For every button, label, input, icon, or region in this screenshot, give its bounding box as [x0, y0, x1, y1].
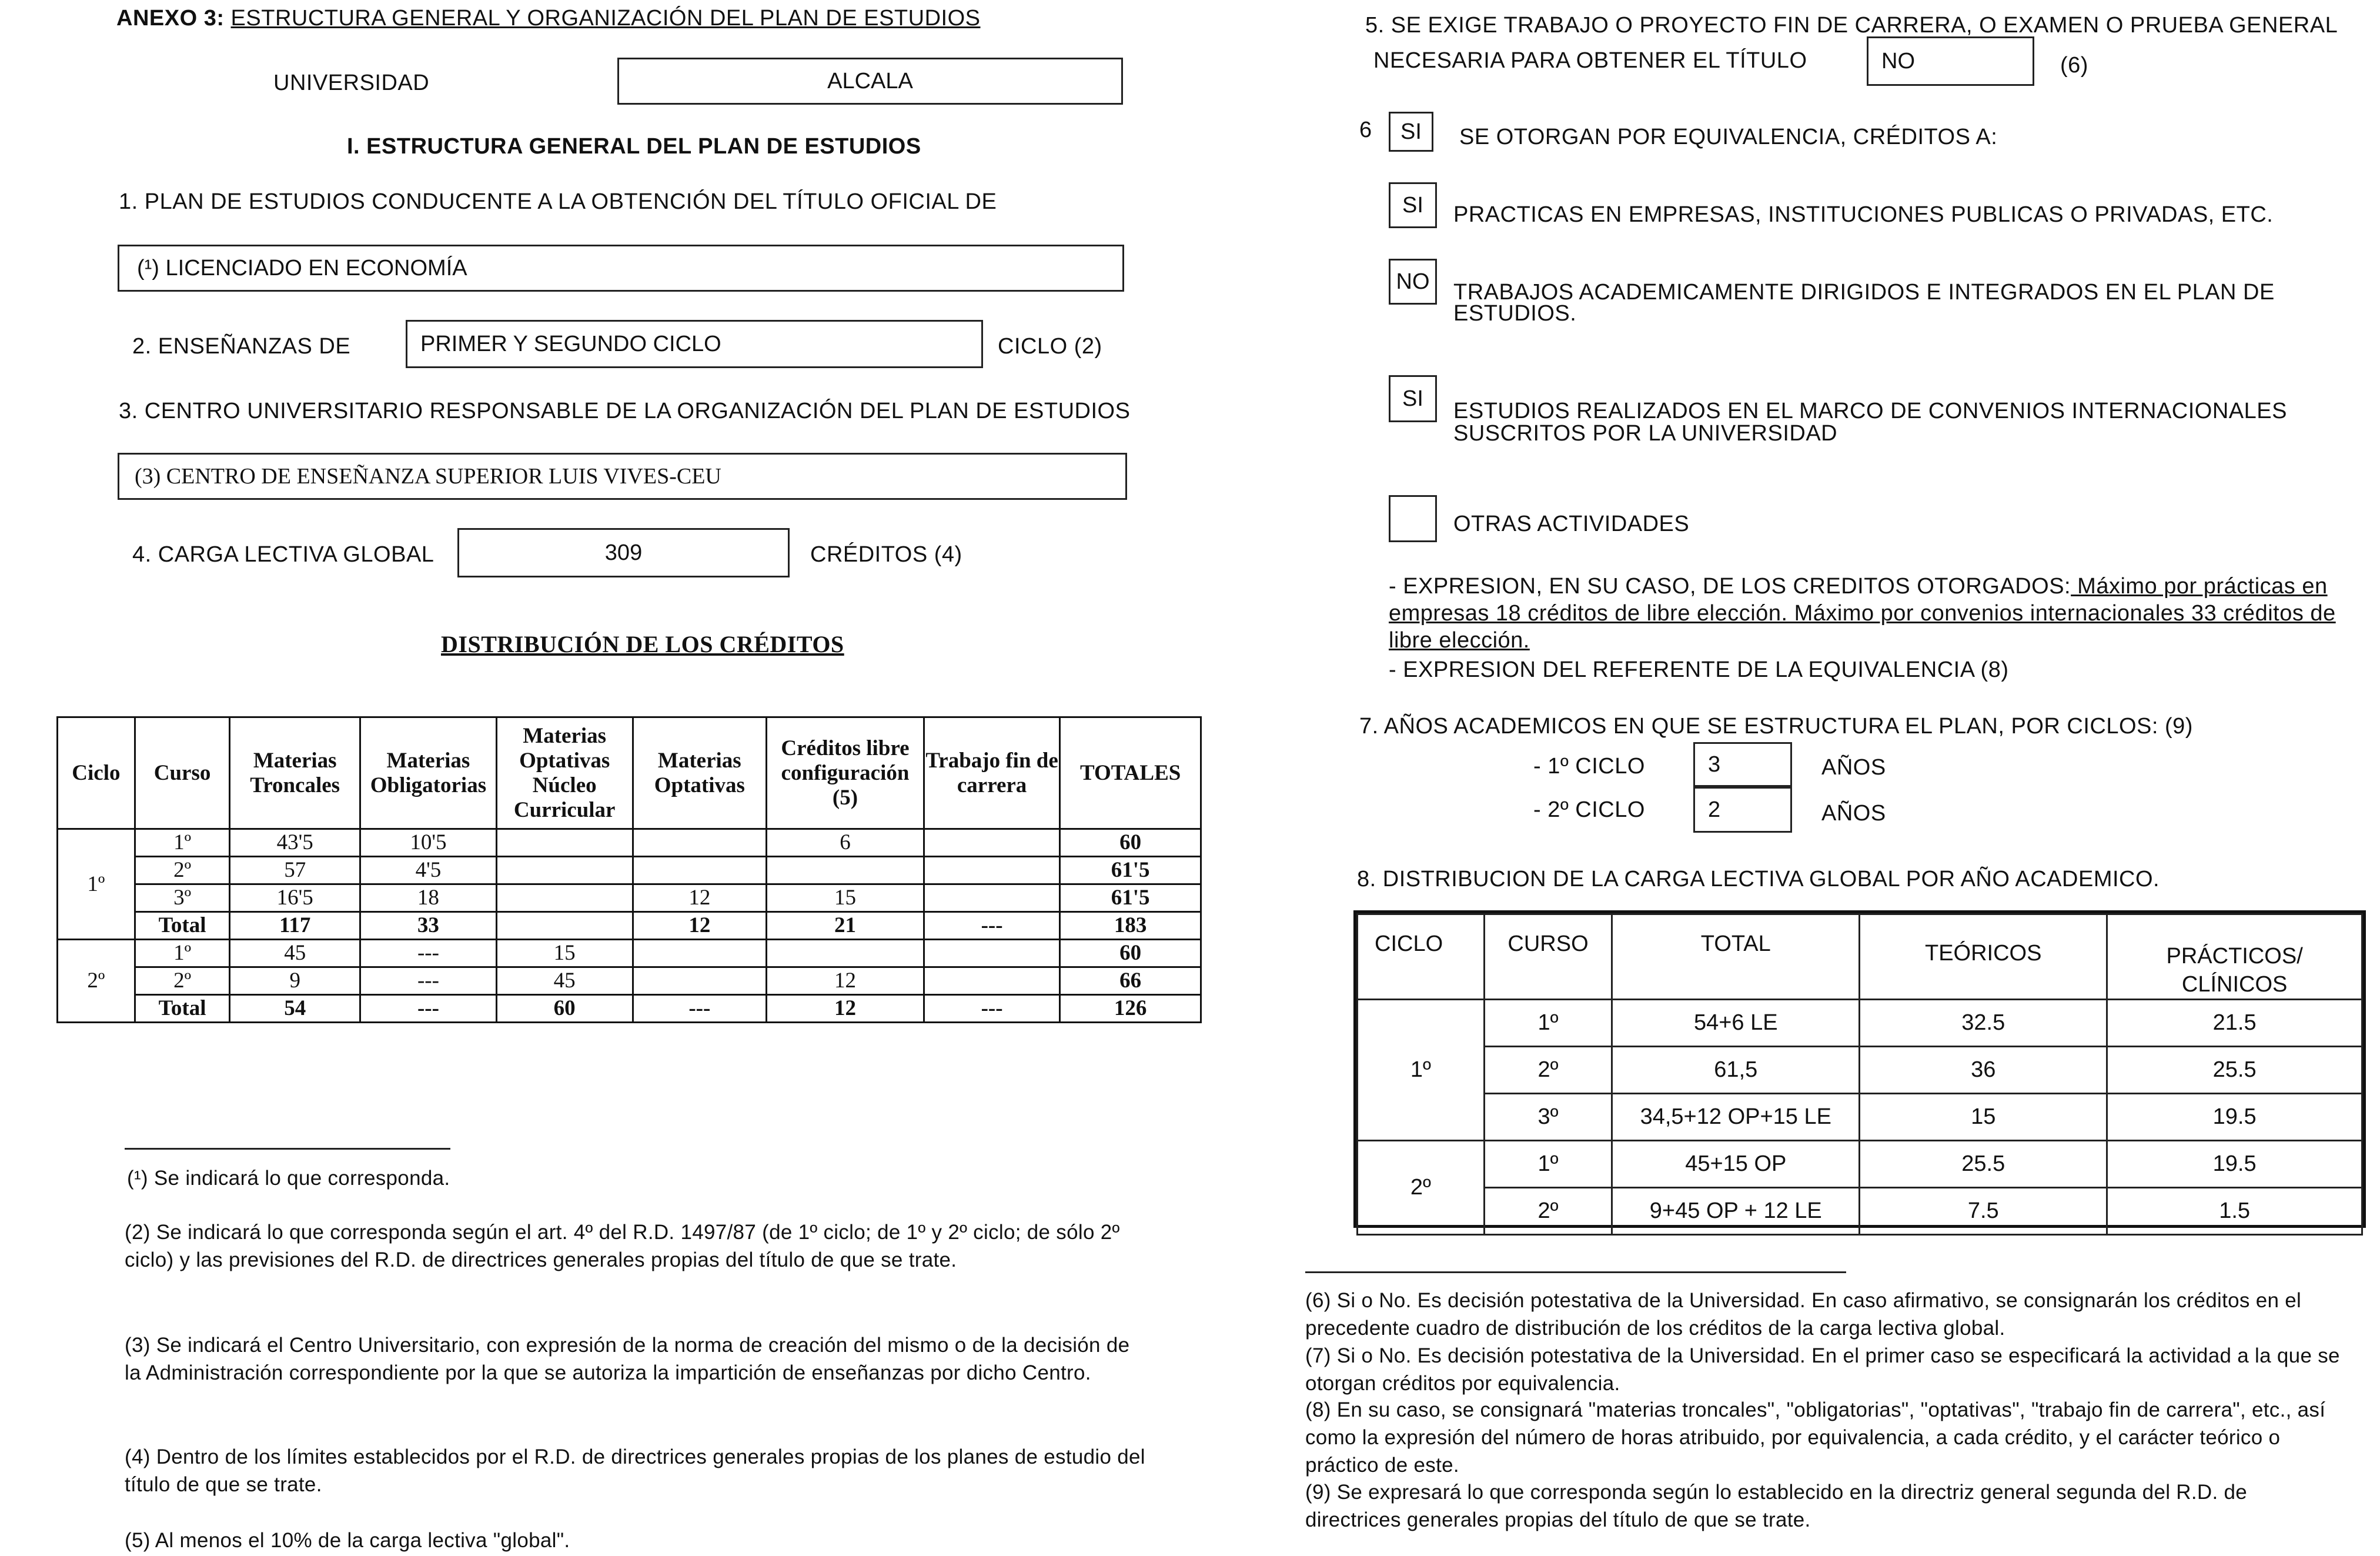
table-cell: [496, 829, 633, 857]
practicas-label: PRACTICAS EN EMPRESAS, INSTITUCIONES PUBLICAS O PRIVADAS, ETC.: [1453, 202, 2274, 227]
table-row: [58, 884, 1201, 912]
credits-distribution-table: [56, 716, 1202, 1023]
table-cell: 12: [767, 967, 924, 995]
table-cell: 60: [1060, 940, 1201, 967]
ciclo-cell: 1º: [1358, 1000, 1485, 1141]
header-ciclo: CICLO: [1358, 914, 1485, 1000]
footnote-1: (¹) Se indicará lo que corresponda.: [127, 1167, 450, 1190]
table-cell: 34,5+12 OP+15 LE: [1612, 1094, 1860, 1141]
ciclo-cell: 1º: [58, 829, 135, 940]
centro-field[interactable]: (3) CENTRO DE ENSEÑANZA SUPERIOR LUIS VIVES-CEU: [118, 453, 1127, 500]
table-cell: 60: [1060, 829, 1201, 857]
table-cell: 61,5: [1612, 1047, 1860, 1094]
table-total-row: [58, 912, 1201, 940]
item-5-line2: NECESARIA PARA OBTENER EL TÍTULO: [1373, 48, 1807, 73]
table-cell: 16'5: [230, 884, 360, 912]
expresion-line2: empresas 18 créditos de libre elección. Máximo por convenios internacionales 33 créditos de: [1389, 601, 2336, 626]
carga-lectiva-table: [1356, 913, 2363, 1236]
table-cell: 36: [1860, 1047, 2107, 1094]
table-cell: ---: [633, 995, 767, 1023]
table-cell: 1º: [1484, 1141, 1612, 1188]
header-trabajo-fin: Trabajo fin de carrera: [924, 717, 1059, 829]
item-1-label: 1. PLAN DE ESTUDIOS CONDUCENTE A LA OBTENCIÓN DEL TÍTULO OFICIAL DE: [119, 189, 997, 214]
table-cell: 60: [496, 995, 633, 1023]
titulo-field[interactable]: (¹) LICENCIADO EN ECONOMÍA: [118, 245, 1124, 292]
table-row: [58, 967, 1201, 995]
table-cell: 1º: [135, 829, 230, 857]
referente-line: - EXPRESION DEL REFERENTE DE LA EQUIVALENCIA (8): [1389, 657, 2009, 682]
ciclo-cell: 2º: [1358, 1141, 1485, 1235]
item-2-label: 2. ENSEÑANZAS DE: [132, 334, 351, 359]
universidad-label: UNIVERSIDAD: [273, 71, 430, 95]
equivalencia-checkbox[interactable]: SI: [1389, 112, 1433, 152]
table-cell: [924, 967, 1059, 995]
table-cell: 9: [230, 967, 360, 995]
table-cell: [496, 912, 633, 940]
otras-label: OTRAS ACTIVIDADES: [1453, 512, 1690, 536]
carga-lectiva-field[interactable]: 309: [457, 528, 790, 577]
trabajos-checkbox[interactable]: NO: [1389, 259, 1437, 305]
header-total: TOTAL: [1612, 914, 1860, 1000]
header-curso: CURSO: [1484, 914, 1612, 1000]
footnote-5: (5) Al menos el 10% de la carga lectiva "global".: [125, 1529, 570, 1552]
table-cell: [633, 967, 767, 995]
ciclo-cell: 2º: [58, 940, 135, 1023]
table-cell: 6: [767, 829, 924, 857]
table-cell: ---: [360, 995, 497, 1023]
item-7-label: 7. AÑOS ACADEMICOS EN QUE SE ESTRUCTURA EL PLAN, POR CICLOS: (9): [1359, 714, 2193, 739]
item-8-label: 8. DISTRIBUCION DE LA CARGA LECTIVA GLOBAL POR AÑO ACADEMICO.: [1357, 867, 2160, 891]
table-row: [58, 940, 1201, 967]
table-cell: Total: [135, 912, 230, 940]
table-cell: [496, 857, 633, 884]
table-total-row: [58, 995, 1201, 1023]
header-practicos: PRÁCTICOS/ CLÍNICOS: [2107, 914, 2362, 1000]
header-troncales: Materias Troncales: [230, 717, 360, 829]
table-row: [1358, 1000, 2362, 1047]
table-cell: 15: [496, 940, 633, 967]
ciclo-1-anos: AÑOS: [1821, 755, 1886, 780]
table-cell: 1º: [135, 940, 230, 967]
table-row: [1358, 1188, 2362, 1235]
table-cell: 117: [230, 912, 360, 940]
convenios-checkbox[interactable]: SI: [1389, 375, 1437, 422]
convenios-label-line2: SUSCRITOS POR LA UNIVERSIDAD: [1453, 421, 1838, 446]
header-optativas-nucleo: Materias Optativas Núcleo Curricular: [496, 717, 633, 829]
header-obligatorias: Materias Obligatorias: [360, 717, 497, 829]
footnote-4: (4) Dentro de los límites establecidos por el R.D. de directrices generales propias de los planes de estudio del título de que se trate.: [125, 1445, 1145, 1496]
table-cell: Total: [135, 995, 230, 1023]
expresion-line1: - EXPRESION, EN SU CASO, DE LOS CREDITOS OTORGADOS: Máximo por prácticas en: [1389, 574, 2328, 599]
ensenanzas-field[interactable]: PRIMER Y SEGUNDO CICLO: [406, 320, 983, 368]
table-cell: 45: [230, 940, 360, 967]
table-row: [1358, 1094, 2362, 1141]
table-cell: 45: [496, 967, 633, 995]
universidad-field[interactable]: ALCALA: [617, 58, 1123, 105]
table-cell: 2º: [135, 967, 230, 995]
table-header-row: [58, 717, 1201, 829]
table-cell: 2º: [1484, 1188, 1612, 1235]
table-cell: 32.5: [1860, 1000, 2107, 1047]
header-curso: Curso: [135, 717, 230, 829]
table-cell: 183: [1060, 912, 1201, 940]
table-row: [58, 829, 1201, 857]
table-cell: 18: [360, 884, 497, 912]
table-cell: 54+6 LE: [1612, 1000, 1860, 1047]
table-cell: 10'5: [360, 829, 497, 857]
table-cell: 66: [1060, 967, 1201, 995]
table-cell: 54: [230, 995, 360, 1023]
table-cell: 1º: [1484, 1000, 1612, 1047]
table-cell: [767, 857, 924, 884]
footnote-7: (7) Si o No. Es decisión potestativa de la Universidad. En el primer caso se especificará la actividad a la que se otorgan créditos por equivalencia.: [1305, 1344, 2340, 1395]
ciclo-1-years-field[interactable]: 3: [1693, 742, 1792, 787]
table-cell: 4'5: [360, 857, 497, 884]
annex-heading: ANEXO 3: ESTRUCTURA GENERAL Y ORGANIZACIÓN DEL PLAN DE ESTUDIOS: [116, 6, 981, 31]
footnote-3: (3) Se indicará el Centro Universitario, con expresión de la norma de creación del mismo o de la decisión de la Administración correspondiente por la que se autoriza la impartición de enseñanzas por dicho Centro.: [125, 1334, 1130, 1384]
table-cell: 21.5: [2107, 1000, 2362, 1047]
table-cell: 21: [767, 912, 924, 940]
proyecto-fin-field[interactable]: NO: [1867, 36, 2034, 86]
table-cell: 25.5: [2107, 1047, 2362, 1094]
table-cell: 19.5: [2107, 1141, 2362, 1188]
table-cell: 57: [230, 857, 360, 884]
table-cell: 43'5: [230, 829, 360, 857]
item-5-line1: 5. SE EXIGE TRABAJO O PROYECTO FIN DE CARRERA, O EXAMEN O PRUEBA GENERAL: [1365, 13, 2338, 38]
table-cell: [924, 940, 1059, 967]
table-cell: 61'5: [1060, 884, 1201, 912]
table-cell: 2º: [135, 857, 230, 884]
item-2-suffix: CICLO (2): [998, 334, 1102, 359]
table-header-row: [1358, 914, 2362, 1000]
footnote-6: (6) Si o No. Es decisión potestativa de la Universidad. En caso afirmativo, se consignarán los créditos en el precedente cuadro de distribución de los créditos de la carga lectiva global.: [1305, 1289, 2302, 1340]
table-cell: 19.5: [2107, 1094, 2362, 1141]
otras-checkbox[interactable]: [1389, 495, 1437, 542]
table-cell: 1.5: [2107, 1188, 2362, 1235]
table-cell: 15: [1860, 1094, 2107, 1141]
table-cell: [924, 884, 1059, 912]
table-row: [1358, 1047, 2362, 1094]
distribution-title: DISTRIBUCIÓN DE LOS CRÉDITOS: [441, 631, 844, 657]
footnote-9: (9) Se expresará lo que corresponda según lo establecido en la directriz general segunda del R.D. de directrices generales propias del título de que se trate.: [1305, 1481, 2248, 1531]
table-cell: 3º: [1484, 1094, 1612, 1141]
table-cell: [767, 940, 924, 967]
header-optativas: Materias Optativas: [633, 717, 767, 829]
footnote-divider: [125, 1148, 450, 1150]
item-4-label: 4. CARGA LECTIVA GLOBAL: [132, 542, 434, 567]
table-cell: [633, 940, 767, 967]
ciclo-2-years-field[interactable]: 2: [1693, 787, 1792, 833]
table-cell: 3º: [135, 884, 230, 912]
ciclo-1-label: - 1º CICLO: [1533, 754, 1645, 779]
trabajos-label-line2: ESTUDIOS.: [1453, 301, 1577, 326]
table-cell: ---: [360, 940, 497, 967]
table-cell: ---: [360, 967, 497, 995]
footnote-2: (2) Se indicará lo que corresponda según el art. 4º del R.D. 1497/87 (de 1º ciclo; de 1º y 2º ciclo; de sólo 2º ciclo) y las previsiones del R.D. de directrices generales propias del título de que se trate.: [125, 1221, 1120, 1271]
table-row: [1358, 1141, 2362, 1188]
table-cell: 25.5: [1860, 1141, 2107, 1188]
table-cell: [633, 857, 767, 884]
header-totales: TOTALES: [1060, 717, 1201, 829]
table-cell: 12: [633, 912, 767, 940]
header-libre-configuracion: Créditos libre configuración (5): [767, 717, 924, 829]
table-cell: 7.5: [1860, 1188, 2107, 1235]
table-cell: 12: [767, 995, 924, 1023]
table-cell: ---: [924, 912, 1059, 940]
table-cell: 33: [360, 912, 497, 940]
footnote-8: (8) En su caso, se consignará "materias troncales", "obligatorias", "optativas", "trabajo fin de carrera", etc., así como la expresión del número de horas atribuido, por equivalencia, a cada crédito, y el carácter teórico o práctico de este.: [1305, 1398, 2326, 1477]
section-title: I. ESTRUCTURA GENERAL DEL PLAN DE ESTUDIOS: [347, 134, 921, 159]
table-cell: 9+45 OP + 12 LE: [1612, 1188, 1860, 1235]
table-cell: [924, 829, 1059, 857]
item-6-label: SE OTORGAN POR EQUIVALENCIA, CRÉDITOS A:: [1459, 125, 1998, 149]
item-5-note: (6): [2060, 53, 2088, 78]
table-cell: 126: [1060, 995, 1201, 1023]
header-ciclo: Ciclo: [58, 717, 135, 829]
footnote-divider: [1305, 1271, 1846, 1273]
table-cell: [496, 884, 633, 912]
header-teoricos: TEÓRICOS: [1860, 914, 2107, 1000]
table-cell: 15: [767, 884, 924, 912]
item-4-suffix: CRÉDITOS (4): [810, 542, 962, 567]
table-row: [58, 857, 1201, 884]
table-cell: [633, 829, 767, 857]
ciclo-2-anos: AÑOS: [1821, 801, 1886, 826]
table-cell: [924, 857, 1059, 884]
convenios-label-line1: ESTUDIOS REALIZADOS EN EL MARCO DE CONVENIOS INTERNACIONALES: [1453, 399, 2287, 423]
expresion-line3: libre elección.: [1389, 628, 1530, 653]
trabajos-label-line1: TRABAJOS ACADEMICAMENTE DIRIGIDOS E INTEGRADOS EN EL PLAN DE: [1453, 280, 2275, 305]
table-cell: 2º: [1484, 1047, 1612, 1094]
table-cell: 45+15 OP: [1612, 1141, 1860, 1188]
table-cell: ---: [924, 995, 1059, 1023]
practicas-checkbox[interactable]: SI: [1389, 182, 1437, 228]
item-3-label: 3. CENTRO UNIVERSITARIO RESPONSABLE DE LA ORGANIZACIÓN DEL PLAN DE ESTUDIOS: [119, 399, 1131, 423]
item-6-number: 6: [1359, 118, 1372, 142]
table-cell: 61'5: [1060, 857, 1201, 884]
ciclo-2-label: - 2º CICLO: [1533, 797, 1645, 822]
table-cell: 12: [633, 884, 767, 912]
